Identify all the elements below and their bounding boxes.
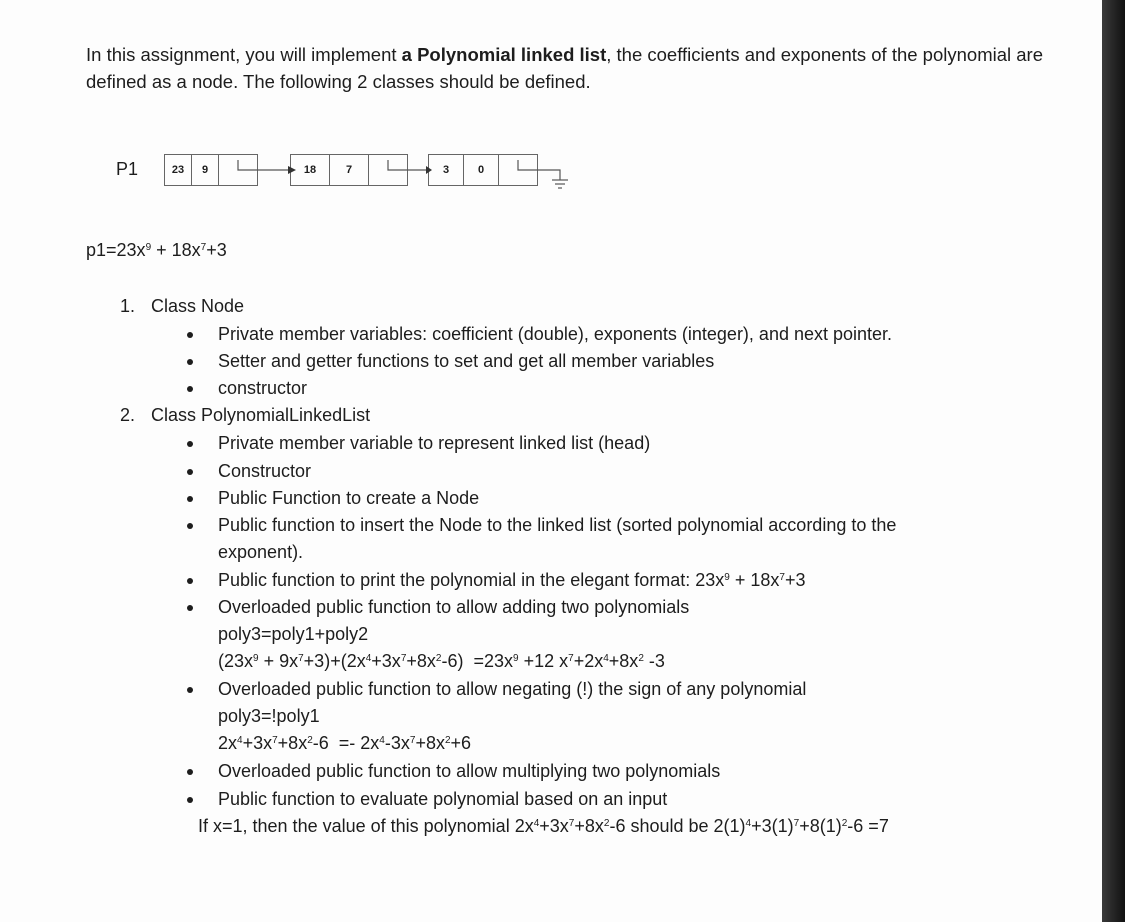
formula-exp-a: 9 (145, 242, 152, 253)
negate-example-expr: poly3=!poly1 (218, 706, 320, 726)
sup: 7 (409, 735, 416, 746)
node1-exp: 9 (191, 154, 219, 186)
sup: 7 (400, 653, 407, 664)
sup: 2 (435, 653, 442, 664)
intro-post: , the coefficients and exponents of the polynomial are defined as a node. The following 2 classes should be defined. (86, 44, 1043, 92)
bullet (187, 496, 193, 502)
print-text: Public function to print the polynomial in the elegant format: 23x (218, 570, 725, 590)
sup: 7 (568, 818, 575, 829)
bullet (187, 769, 193, 775)
s2-bullet-1: Private member variable to represent linked list (head) (218, 433, 651, 453)
sup: 2 (444, 735, 451, 746)
bullet (187, 578, 193, 584)
sup: 4 (533, 818, 540, 829)
sup: 7 (779, 572, 785, 583)
add-example-result: $(23x^9 + 9x^7+3)+(2x^4+3x^7+8x^2-6) =23x^9 +12$ $x^7+2x^4+8x^2$ -3 (218, 651, 665, 671)
p1-formula (86, 240, 227, 261)
s2-bullet-3: Public Function to create a Node (218, 488, 480, 508)
bullet (187, 797, 193, 803)
eval-text: If x=1, then the value of this polynomial 2x (198, 816, 534, 836)
negate-example-result: $2x^4+3x^7+8x^2-6 =- 2x^4-3x^7+8x^2+6$ (218, 733, 472, 753)
sup: 9 (724, 572, 730, 583)
s2-bullet-4-cont: exponent). (218, 542, 304, 562)
bullet (187, 469, 193, 475)
sup: 7 (793, 818, 800, 829)
sup: 2 (603, 818, 610, 829)
node3-exp: 0 (463, 154, 499, 186)
intro-bold: a Polynomial linked list (401, 44, 607, 65)
section1-number: 1. (120, 296, 136, 316)
node2-exp: 7 (329, 154, 369, 186)
formula-term-c: +3 (206, 240, 227, 260)
s2-bullet-5: Public function to print the polynomial in the elegant format: $23x^9 + 18x^7+3$ (218, 570, 806, 590)
s2-bullet-4: Public function to insert the Node to the linked list (sorted polynomial according to the (218, 515, 897, 535)
bullet (187, 359, 193, 365)
s1-bullet-3: constructor (218, 378, 308, 398)
s2-bullet-6: Overloaded public function to allow adding two polynomials (218, 597, 690, 617)
s2-bullet-9: Public function to evaluate polynomial based on an input (218, 789, 668, 809)
sup: 4 (237, 735, 243, 746)
sup: 4 (365, 653, 372, 664)
sup: 2 (307, 735, 313, 746)
intro-pre: In this assignment, you will implement (86, 44, 402, 65)
sup: 9 (513, 653, 519, 664)
sup: 7 (568, 653, 574, 664)
bullet (187, 523, 193, 529)
evaluate-example: If x=1, then the value of this polynomial $2x^4+3x^7+8x^2-6$ should be $2(1)^4+3(1)^7+8(1)^2-6 =7$ (198, 816, 889, 836)
sup: 4 (379, 735, 385, 746)
formula-exp-b: 7 (200, 242, 207, 253)
sup: 4 (603, 653, 609, 664)
s1-bullet-2: Setter and getter functions to set and get all member variables (218, 351, 715, 371)
s2-bullet-7: Overloaded public function to allow negating (!) the sign of any polynomial (218, 679, 807, 699)
bullet (187, 605, 193, 611)
section2-title: Class PolynomialLinkedList (151, 405, 371, 425)
section2-number: 2. (120, 405, 136, 425)
bullet (187, 687, 193, 693)
sup: 9 (253, 653, 259, 664)
s2-bullet-8: Overloaded public function to allow multiplying two polynomials (218, 761, 721, 781)
s2-bullet-2: Constructor (218, 461, 312, 481)
add-example-expr: poly3=poly1+poly2 (218, 624, 369, 644)
section1-title: Class Node (151, 296, 245, 316)
bullet (187, 332, 193, 338)
formula-term-b: + 18x (151, 240, 201, 260)
formula-term-a: p1=23x (86, 240, 146, 260)
s1-bullet-1: Private member variables: coefficient (double), exponents (integer), and next pointer. (218, 324, 893, 344)
sup: 2 (638, 653, 644, 664)
node2-coef: 18 (290, 154, 330, 186)
sup: 2 (841, 818, 848, 829)
sup: 7 (298, 653, 304, 664)
sup: 7 (272, 735, 278, 746)
diagram-label: P1 (116, 159, 139, 179)
node3-coef: 3 (428, 154, 464, 186)
bullet (187, 386, 193, 392)
sup: 4 (745, 818, 752, 829)
node1-coef: 23 (164, 154, 192, 186)
bullet (187, 441, 193, 447)
